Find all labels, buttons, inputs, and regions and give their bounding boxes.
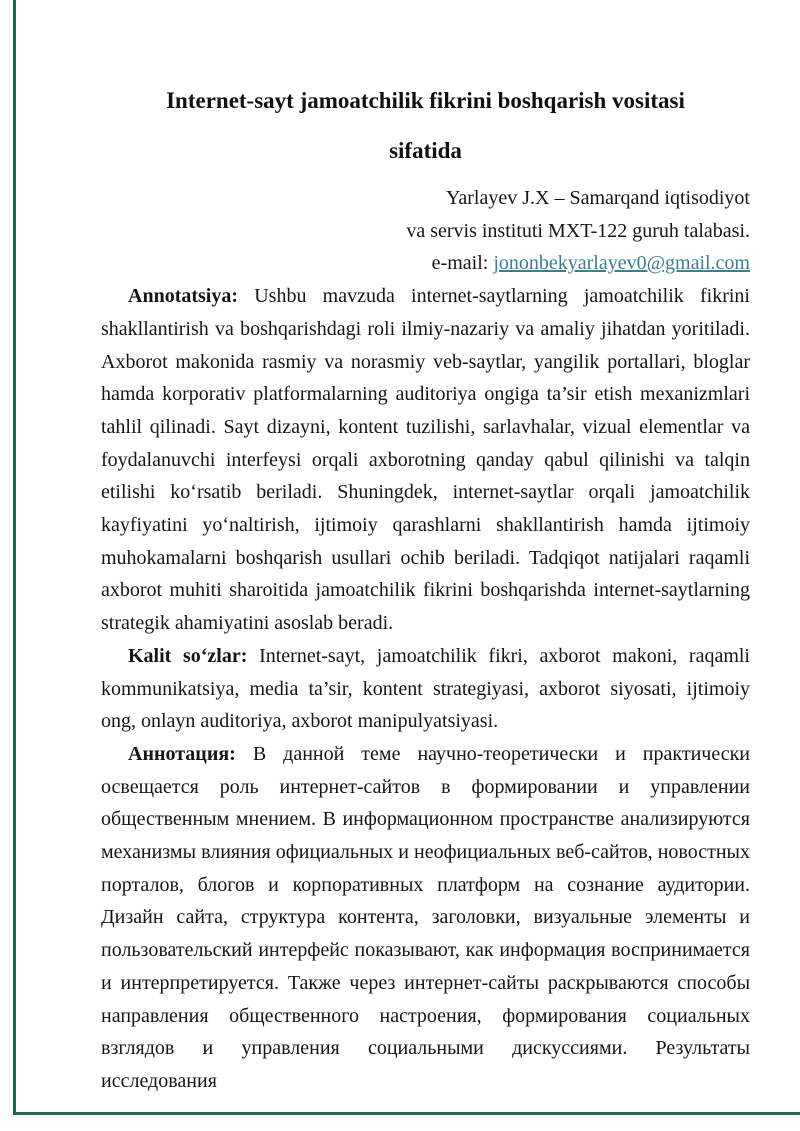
page-content	[101, 0, 750, 1098]
annotation-uz-lead-label: Annotatsiya:	[128, 285, 239, 308]
email-label: e-mail:	[431, 252, 494, 275]
abstract-body	[101, 280, 750, 1098]
author-email-line	[101, 247, 750, 280]
paper-title-line-1: Internet-sayt jamoatchilik fikrini boshqarish vositasi	[166, 88, 685, 113]
author-affiliation-line: va servis instituti MXT-122 guruh talabasi.	[406, 219, 750, 242]
abstract-paragraph-uz	[101, 280, 750, 640]
page-border-left	[13, 0, 16, 1115]
keywords-lead-label: Kalit soʻzlar:	[128, 644, 248, 667]
author-block	[101, 182, 750, 280]
abstract-paragraph-ru	[101, 738, 750, 1098]
annotation-uz-text: Ushbu mavzuda internet-saytlarning jamoatchilik fikrini shakllantirish va boshqarishdagi roli ilmiy-nazariy va amaliy jihatdan yoritiladi. Axborot makonida rasmiy va norasmiy veb-saytlar, yangilik portallari, bloglar hamda korporativ platformalarning auditoriya ongiga ta’sir etish mexanizmlari tahlil qilinadi. Sayt dizayni, kontent tuzilishi, sarlavhalar, vizual elementlar va foydalanuvchi interfeysi orqali axborotning qanday qabul qilinishi va talqin etilishi koʻrsatib beriladi. Shuningdek, internet-saytlar orqali jamoatchilik kayfiyatini yoʻnaltirish, ijtimoiy qarashlarni shakllantirish hamda ijtimoiy muhokamalarni boshqarish usullari ochib beriladi. Tadqiqot natijalari raqamli axborot muhiti sharoitida jamoatchilik fikrini boshqarishda internet-saytlarning strategik ahamiyatini asoslab beradi.	[101, 285, 750, 635]
email-link[interactable]: jononbekyarlayev0@gmail.com	[493, 252, 750, 275]
annotation-ru-lead-label: Аннотация:	[128, 742, 236, 765]
author-name-line: Yarlayev J.X – Samarqand iqtisodiyot	[445, 187, 750, 209]
annotation-ru-text: В данной теме научно-теоретически и практически освещается роль интернет-сайтов в формировании и управлении общественным мнением. В информационном пространстве анализируются механизмы влияния официальных и неофициальных веб-сайтов, новостных порталов, блогов и корпоративных платформ на сознание аудитории. Дизайн сайта, структура контента, заголовки, визуальные элементы и пользовательский интерфейс показывают, как информация воспринимается и интерпретируется. Также через интернет-сайты раскрываются способы направления общественного настроения, формирования социальных взглядов и управления социальными дискуссиями. Результаты исследования	[101, 742, 750, 1092]
page-border-bottom	[13, 1112, 800, 1115]
keywords-paragraph	[101, 640, 750, 738]
keywords-text: Internet-sayt, jamoatchilik fikri, axborot makoni, raqamli kommunikatsiya, media ta’sir, kontent strategiyasi, axborot siyosati, ijtimoiy ong, onlayn auditoriya, axborot manipulyatsiyasi.	[101, 644, 750, 733]
paper-title	[101, 76, 750, 176]
paper-title-line-2: sifatida	[389, 138, 462, 163]
